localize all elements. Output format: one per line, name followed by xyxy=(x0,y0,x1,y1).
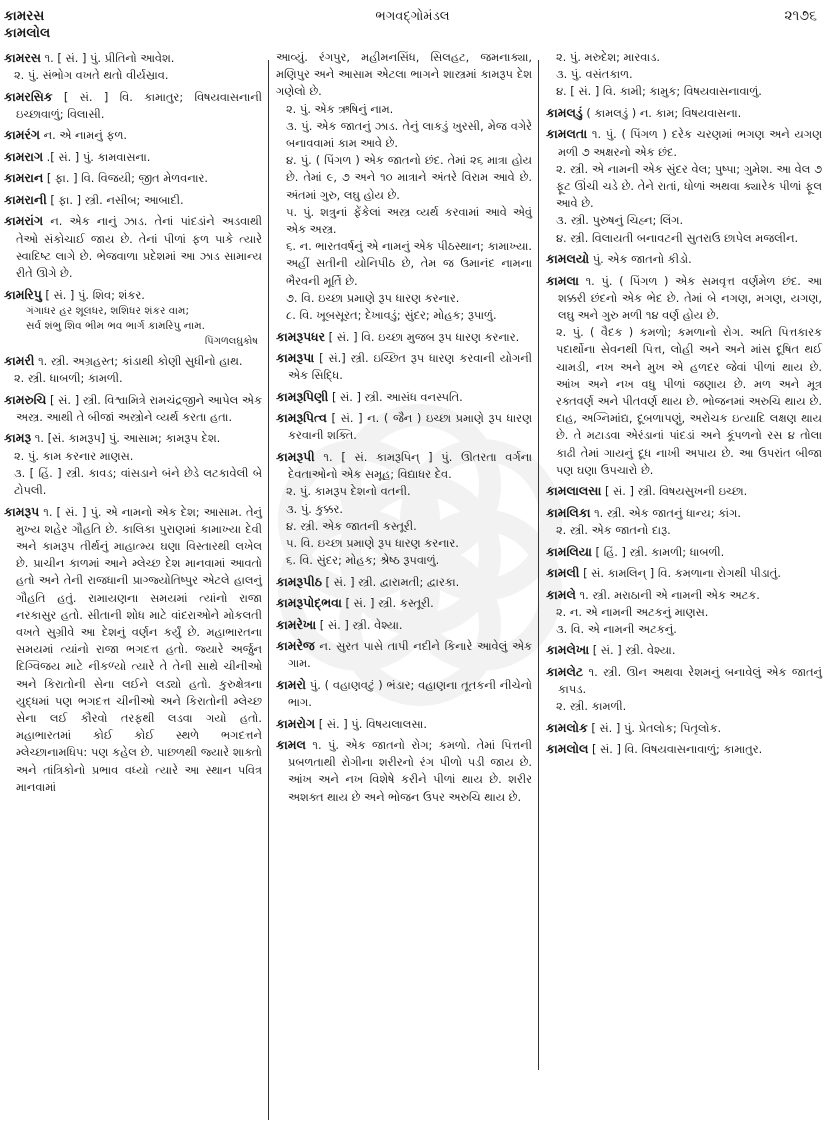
headword: કામલેખા xyxy=(546,642,590,658)
headword: કામરાંગ xyxy=(4,213,44,229)
sense-definition: ૨. પું. કામ કરનાર માણસ. xyxy=(14,448,134,463)
dictionary-entry xyxy=(4,88,262,123)
sense-definition: ૩. [ હિં. ] સ્ત્રી. કાવડ; વાંસડાને બંને છેડે લટકાવેલી બે ટોપલી. xyxy=(14,465,262,498)
column-divider xyxy=(268,60,269,1120)
dictionary-entry xyxy=(4,391,262,426)
dictionary-entry xyxy=(276,409,532,444)
definition-text: [ ફા. ] સ્ત્રી. નસીબ; આબાદી. xyxy=(46,192,184,207)
entry-definition xyxy=(546,543,822,561)
sense-definition: ૩. સ્ત્રી. પુરુષનું ચિહ્ન; લિંગ. xyxy=(556,213,684,228)
dictionary-entry xyxy=(276,736,532,806)
headword: કામરોગ xyxy=(276,715,316,731)
definition-text: [ સં. ] સ્ત્રી. વિશ્વામિત્રે રામચંદ્રજીને આપેલ એક અસ્ત્ર. આથી તે બીજાં અસ્ત્રોને વ્યર્થ કરતા હતા. xyxy=(16,392,262,424)
definition-text: પું. ( વહાણવટું ) ભંડાર; વહાણના તૂતકની નીચેનો ભાગ. xyxy=(288,677,532,710)
headword: કામરો xyxy=(276,676,307,692)
headword: કામરૂપી xyxy=(276,448,315,464)
dictionary-entry xyxy=(4,429,262,499)
definition-text: [ સં. ] સ્ત્રી. વેશ્યા. xyxy=(316,617,403,632)
headword: કામલિકા xyxy=(546,504,591,520)
definition-text: ૧. પું. ( પિંગળ ) દરેક ચરણમાં ભગણ અને યગણ મળી ૭ અક્ષરનો એક છંદ. xyxy=(558,127,822,159)
sense-definition: ૫. પું. શત્રુનાં ફેંકેલાં અસ્ત્ર વ્યર્થ કરવામાં આવે એવું એક અસ્ત્ર. xyxy=(286,204,532,237)
headword: કામરસ xyxy=(4,50,41,65)
definition-text: ન. એ નામનું ફળ. xyxy=(39,128,128,143)
headword: કામરસિક xyxy=(4,88,53,104)
definition-text: [ સં.] સ્ત્રી. ઇચ્છિત રૂપ ધારણ કરવાની યોગની એક સિદ્ધિ. xyxy=(288,351,532,383)
sense-definition: ૭. વિ. ઇચ્છા પ્રમાણે રૂપ ધારણ કરનાર. xyxy=(286,290,460,305)
entry-definition xyxy=(276,715,532,733)
dictionary-entry xyxy=(276,49,532,324)
definition-text: [ સં. ] પું. શિવ; શંકર. xyxy=(41,287,145,302)
headword: કામરિપુ xyxy=(4,286,42,302)
definition-text: [ સં. ] વિ. કામાતુર; વિષયવાસનાની ઇચ્છાવાળું; વિલાસી. xyxy=(16,89,262,121)
headword: કામરૂપીઠ xyxy=(276,573,322,589)
entry-definition xyxy=(4,503,262,796)
dictionary-entry xyxy=(546,272,822,479)
entry-definition xyxy=(4,191,262,209)
definition-text: ૧. [ સં. ] પું. એ નામનો એક દેશ; આસામ. તેનું મુખ્ય શહેર ગૌહતિ છે. કાલિકા પુરાણમાં કામાખ્યા દેવી અને કામરૂપ તીર્થનું માહાત્મ્ય ઘણા વિસ્તારથી લખેલ છે. પ્રાચીન કાળમાં આને મ્લેચ્છ દેશ માનવામાં આવતો હતો અને તેની રાજધાની પ્રાગ્જ્યોતિષ્પુર એટલે હાલનું ગૌહતિ હતું. રામાયણના સમયમાં ત્યાંનો રાજા નરકાસુર હતો. સીતાની શોધ માટે વાંદરાઓને મોકલતી વખતે સુગ્રીવે આ દેશનું વર્ણન કર્યું છે. મહાભારતના સમયમાં ત્યાંનો રાજા ભગદત્ત હતો. જ્યારે અર્જુન દિગ્વિજય માટે નીકળ્યો ત્યારે તે તેની સાથે ચીનીઓ અને કિરાતોની સેના લઈને લડ્યો હતો. કુરુક્ષેત્રના યુદ્ધમાં પણ ભગદત્ત ચીનીઓ અને કિરાતોની મ્લેચ્છ સેના લઈ કૌરવો તરફથી લડવા ગયો હતો. મહાભારતમાં કોઈ કોઈ સ્થળે ભગદત્તને મ્લેચ્છાનામધિપ: પણ કહેલ છે. પાછળથી જ્યારે શાક્તો અને તાંત્રિકોનો પ્રભાવ વધ્યો ત્યારે આ સ્થાન પવિત્ર માનવામાં xyxy=(16,504,262,794)
dictionary-entry xyxy=(546,49,822,101)
sense-definition: ૨. પું. મરુદેશ; મારવાડ. xyxy=(556,50,661,64)
definition-text: ન. સુરત પાસે તાપી નદીને કિનારે આવેલું એક ગામ. xyxy=(288,639,532,671)
entry-definition xyxy=(276,594,532,612)
definition-text: [ સં. કામલિન્ ] વિ. કમળાના રોગથી પીડાતું. xyxy=(579,566,781,581)
headword: કામલે xyxy=(546,586,576,602)
dictionary-entry xyxy=(276,616,532,634)
definition-text: ૧. [ સં. કામરૂપિન્ ] પું. ઊતરતા વર્ગના દેવતાઓનો એક સમૂહ; વિદ્યાધર દેવ. xyxy=(288,449,532,482)
entry-definition xyxy=(4,126,262,144)
dictionary-column-1 xyxy=(4,49,262,799)
entry-definition xyxy=(546,272,822,325)
definition-text: [ ફા. ] વિ. વિજયી; જીત મેળવનાર. xyxy=(43,171,209,186)
entry-definition xyxy=(546,104,822,122)
entry-definition xyxy=(546,719,822,737)
running-title: ભગવદ્ગોમંડલ xyxy=(375,9,450,24)
definition-text: ૧. પું. એક જાતનો રોગ; કમળો. તેમાં પિત્તની પ્રબળતાથી રોગીના શરીરનો રંગ પીળો પડી જાય છે. આંખ અને નખ વિશેષે કરીને પીળાં થાય છે. શરીર અશક્ત થાય છે અને ભોજન ઉપર અરુચિ થાય છે. xyxy=(288,738,532,804)
entry-definition xyxy=(4,352,262,370)
entry-definition xyxy=(4,49,262,67)
entry-definition xyxy=(546,641,822,659)
dictionary-entry xyxy=(546,564,822,582)
sense-definition: ૬. ન. ભારતવર્ષનું એ નામનું એક પીઠસ્થાન; કામાખ્યા. અહીં સતીની યોનિપીઠ છે, તેમ જ ઉમાનંદ નામના ભૈરવની મૂર્તિ છે. xyxy=(286,239,532,288)
dictionary-entry xyxy=(276,676,532,711)
headword: કામરાગ xyxy=(4,148,44,164)
entry-definition xyxy=(276,409,532,444)
entry-definition xyxy=(276,616,532,634)
sense-definition: ૨. સ્ત્રી. એ નામની એક સુંદર વેલ; પુષ્પા; ગુમેશ. આ વેલ ૭ ફૂટ ઊંચી ચડે છે. તેને રાતાં, ધોળાં અથવા ક્યારેક પીળાં ફૂલ આવે છે. xyxy=(556,161,822,211)
definition-text: [ સં. ] વિ. વિષયવાસનાવાળું; કામાતુર. xyxy=(588,742,763,757)
headword: કામરાની xyxy=(4,191,47,207)
sense-definition: ૨. પું. ( વૈદક ) કમળો; કમળાનો રોગ. અતિ પિત્તકારક પદાર્થોના સેવનથી પિત્ત, લોહી અને અને માંસ દૂષિત થઈ ચામડી, નખ અને મુખ એ હળદર જેવાં પીળાં થાય છે. આંખ અને નખ વધુ પીળાં જણાય છે. મળ અને મૂત્ર રક્તવર્ણ અને પીતવર્ણ થાય છે. ભોજનમાં અરુચિ થાય છે. દાહ, અગ્નિમાંદ્ય, દૂબળાપણું, અરોચક ઇત્યાદિ લક્ષણ થાય છે. તે મટાડવા એરંડાનાં પાંદડાં અને કૂંપળનો રસ ૪ તોલા કાઢી તેમાં ગાયનું દૂધ નાખી અપાય છે. આ ઉપરાંત બીજા પણ ઘણા ઉપચારો છે. xyxy=(556,325,822,477)
guide-word-first: કામરસ xyxy=(4,8,45,24)
definition-text: ૧. સ્ત્રી. ઊન અથવા રેશમનું બનાવેલું એક જાતનું કાપડ. xyxy=(558,664,822,697)
entry-definition xyxy=(546,586,822,604)
entry-definition xyxy=(4,429,262,447)
dictionary-entry xyxy=(4,286,262,349)
sense-definition: ૩. પું. વસંતકાળ. xyxy=(556,67,633,82)
definition-text: ૧. [સં. કામરૂપ] પું. આસામ; કામરૂપ દેશ. xyxy=(31,431,221,446)
entry-definition xyxy=(546,504,822,522)
dictionary-column-2 xyxy=(276,49,532,809)
headword: કામલ xyxy=(276,737,306,753)
dictionary-entry xyxy=(4,49,262,84)
dictionary-entry xyxy=(546,641,822,659)
definition-text: ( કામલડું ) ન. કામ; વિષયવાસના. xyxy=(582,105,742,120)
headword: કામલી xyxy=(546,565,580,581)
dictionary-entry xyxy=(4,212,262,282)
dictionary-column-3 xyxy=(546,49,822,762)
quote-source: પિંગળલઘુકોષ xyxy=(204,335,258,347)
definition-text: [ સં. ] ન. ( જૈન ) ઇચ્છા પ્રમાણે રૂપ ધારણ કરવાની શક્તિ. xyxy=(288,411,532,443)
definition-text: આવ્યું. રંગપુર, મહીમનસિંધ, સિલહટ, જમનાક્યા, મણિપુર અને આસામ એટલા ભાગને શાસ્ત્રમાં કામરૂપ દેશ ગણેલો છે. xyxy=(276,50,532,99)
verse-quote-line: સર્વ શંભુ શિવ ભીમ ભવ ભાર્ગ કામરિપુ નામ. xyxy=(26,320,206,333)
dictionary-entry xyxy=(546,543,822,561)
dictionary-entry xyxy=(4,126,262,144)
entry-definition xyxy=(276,349,532,384)
entry-definition xyxy=(276,388,532,406)
headword: કામરંગ xyxy=(4,127,40,143)
dictionary-entry xyxy=(276,573,532,591)
sense-definition: ૮. વિ. ખૂબસૂરત; દેખાવડું; સુંદર; મોહક; રૂપાળું. xyxy=(286,308,497,323)
headword: કામલડું xyxy=(546,104,583,120)
headword: કામરૂપિત્વ xyxy=(276,410,327,426)
sense-definition: ૨. સ્ત્રી. એક જાતનો દારૂ. xyxy=(556,523,671,538)
dictionary-entry xyxy=(546,482,822,500)
definition-text: [ સં. ] સ્ત્રી. દ્વારામતી; દ્વારકા. xyxy=(321,574,460,589)
definition-text: [ સં. ] પું. પ્રેતલોક; પિતૃલોક. xyxy=(587,720,722,735)
headword: કામરુચિ xyxy=(4,391,47,407)
sense-definition: ૫. વિ. ઇચ્છા પ્રમાણે રૂપ ધારણ કરનાર. xyxy=(286,535,459,550)
sense-definition: ૩. પું. કુક્કર. xyxy=(286,501,344,516)
dictionary-entry xyxy=(4,148,262,166)
sense-definition: ૩. વિ. એ નામની અટકનું. xyxy=(556,621,677,636)
dictionary-entry xyxy=(4,503,262,796)
sense-definition: ૨. પું. કામરૂપ દેશનો વતની. xyxy=(286,484,411,499)
definition-text: ૧. સ્ત્રી. એક જાતનું ધાન્ય; કાંગ. xyxy=(590,505,741,520)
entry-definition xyxy=(546,482,822,500)
entry-definition xyxy=(546,663,822,698)
entry-definition xyxy=(276,676,532,711)
dictionary-entry xyxy=(546,719,822,737)
entry-definition xyxy=(276,736,532,806)
entry-definition xyxy=(276,49,532,101)
entry-definition xyxy=(4,286,262,304)
dictionary-entry xyxy=(4,352,262,387)
definition-text: પું. એક જાતનો કીડો. xyxy=(589,252,692,267)
headword: કામલયો xyxy=(546,251,590,267)
entry-definition xyxy=(546,250,822,268)
sense-definition: ૨. ન. એ નામની અટકનું માણસ. xyxy=(556,604,709,619)
dictionary-entry xyxy=(276,715,532,733)
dictionary-entry xyxy=(276,448,532,569)
sense-definition: ૩. પું. એક જાતનું ઝાડ. તેનું લાકડું ખુરસી, મેજ વગેરે બનાવવામાં કામ આવે છે. xyxy=(286,118,532,151)
dictionary-entry xyxy=(276,328,532,346)
page-number: ૨૧૭૬ xyxy=(784,8,817,24)
entry-definition xyxy=(276,328,532,346)
entry-definition xyxy=(546,564,822,582)
definition-text: [ સં. ] સ્ત્રી. કસ્તૂરી. xyxy=(341,596,434,611)
headword: કામલતા xyxy=(546,126,588,142)
entry-definition xyxy=(4,212,262,282)
headword: કામરાન xyxy=(4,170,44,186)
headword: કામલા xyxy=(546,272,579,288)
definition-text: ન. એક નાનું ઝાડ. તેનાં પાંદડાંને અડવાથી તેઓ સંકોચાઈ જાય છે. તેનાં પીળાં ફળ પાકે ત્યારે સ્વાદિષ્ટ લાગે છે. ભેજવાળા પ્રદેશમાં આ ઝાડ સામાન્ય રીતે ઊગે છે. xyxy=(16,214,262,281)
dictionary-entry xyxy=(546,663,822,716)
dictionary-entry xyxy=(276,388,532,406)
guide-word-last: કામલોલ xyxy=(4,25,51,41)
sense-definition: ૪. પું. ( પિંગળ ) એક જાતનો છંદ. તેમાં ૨૬ માત્રા હોય છે. તેમાં ૯, ૭ અને ૧૦ માત્રાને અંતરે વિરામ આવે છે. અંતમાં ગુરુ, લઘુ હોય છે. xyxy=(286,153,532,202)
headword: કામલાલસા xyxy=(546,483,602,499)
page-header xyxy=(0,0,825,48)
dictionary-entry xyxy=(546,250,822,268)
headword: કામરૂપા xyxy=(276,350,315,366)
dictionary-entry xyxy=(546,740,822,758)
headword: કામરૂપધર xyxy=(276,328,326,344)
definition-text: [ સં. ] વિ. ઇચ્છા મુજબ રૂપ ધારણ કરનાર. xyxy=(325,329,520,344)
headword: કામરી xyxy=(4,353,35,369)
definition-text: [ સં. ] પું. વિષયલાલસા. xyxy=(315,716,427,731)
definition-text: .[ સં. ] પું. કામવાસના. xyxy=(43,149,151,164)
headword: કામરૂ xyxy=(4,430,32,446)
definition-text: [ સં. ] સ્ત્રી. વિષયસુખની ઇચ્છા. xyxy=(601,484,748,499)
headword: કામલેટ xyxy=(546,663,584,679)
dictionary-entry xyxy=(276,594,532,612)
verse-quote-line: ગંગાધર હર શૂલધર, શશિધર શંકર વામ; xyxy=(26,304,190,317)
sense-definition: ૨. પું. એક ઋષિનું નામ. xyxy=(286,101,394,116)
entry-definition xyxy=(4,391,262,426)
entry-definition xyxy=(4,169,262,187)
headword: કામલોક xyxy=(546,719,588,735)
headword: કામલોલ xyxy=(546,741,589,757)
headword: કામરૂપ xyxy=(4,503,40,519)
dictionary-entry xyxy=(546,125,822,246)
dictionary-entry xyxy=(546,586,822,639)
entry-definition xyxy=(4,88,262,123)
dictionary-entry xyxy=(4,169,262,187)
dictionary-entry xyxy=(276,349,532,384)
sense-definition: ૪. સ્ત્રી. એક જાતની કસ્તૂરી. xyxy=(286,518,417,533)
sense-definition: ૨. સ્ત્રી. કામળી. xyxy=(556,699,627,714)
entry-definition xyxy=(276,573,532,591)
headword: કામરેખા xyxy=(276,616,317,632)
headword: કામરૂપિણી xyxy=(276,388,329,404)
sense-definition: ૪. [ સં. ] વિ. કામી; કામુક; વિષયવાસનાવાળું. xyxy=(556,84,762,99)
sense-definition: ૪. સ્ત્રી. વિલાયતી બનાવટની સુતરાઉ છાપેલ મજલીન. xyxy=(556,230,799,245)
headword: કામરૂપોદ્ભવા xyxy=(276,595,342,611)
dictionary-entry xyxy=(4,191,262,209)
definition-text: [ હિં. ] સ્ત્રી. કામળી; ધાબળી. xyxy=(591,544,725,559)
definition-text: [ સં. ] સ્ત્રી. આસંધ વનસ્પતિ. xyxy=(328,389,463,404)
entry-definition xyxy=(4,148,262,166)
headword: કામરેજ xyxy=(276,638,315,654)
column-divider xyxy=(538,60,539,1070)
definition-text: ૧. સ્ત્રી. મરાઠાની એ નામની એક અટક. xyxy=(575,587,760,602)
headword: કામલિયા xyxy=(546,543,592,559)
entry-definition xyxy=(276,448,532,483)
definition-text: ૧. પું. ( પિંગળ ) એક સમવૃત્ત વર્ણમેળ છંદ. આ શક્કરી છંદનો એક ભેદ છે. તેમાં બે નગણ, મગણ, યગણ, લઘુ અને ગુરુ મળી ૧૪ વર્ણ હોય છે. xyxy=(558,273,822,323)
definition-text: ૧. [ સં. ] પું. પ્રીતિનો આવેશ. xyxy=(40,51,175,65)
sense-definition: ૨. સ્ત્રી. ધાબળી; કામળી. xyxy=(14,371,123,386)
dictionary-entry xyxy=(546,504,822,539)
sense-definition: ૬. વિ. સુંદર; મોહક; શ્રેષ્ઠ રૂપવાળું. xyxy=(286,553,440,568)
dictionary-entry xyxy=(546,104,822,122)
entry-definition xyxy=(276,637,532,672)
dictionary-entry xyxy=(276,637,532,672)
definition-text: ૧. સ્ત્રી. અગ્રહસ્ત; કાંડાથી કોણી સુધીનો હાથ. xyxy=(34,354,243,369)
definition-text: [ સં. ] સ્ત્રી. વેશ્યા. xyxy=(589,643,676,658)
sense-definition: ૨. પું. સંભોગ વખતે થતો વીર્યસ્રાવ. xyxy=(14,68,169,83)
entry-definition xyxy=(546,740,822,758)
entry-definition xyxy=(546,125,822,160)
